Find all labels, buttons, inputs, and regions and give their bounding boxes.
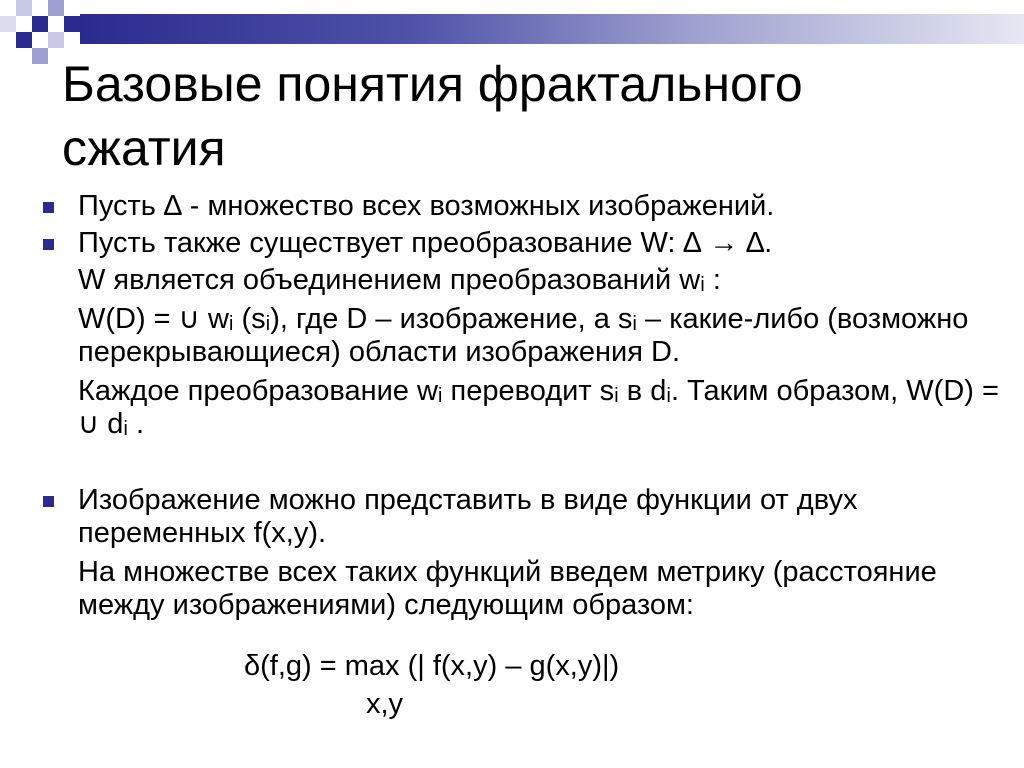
decor-square [16,0,32,16]
decor-square [32,16,48,32]
decor-square [48,0,64,16]
bullet-item [40,227,1000,441]
slide-title: Базовые понятия фрактального сжатия [62,56,803,176]
decor-square [0,16,16,32]
header-gradient-bar [80,14,1024,44]
bullet-square-icon [43,202,54,213]
bullet-text: W является объединением преобразований wᵢ : [78,264,721,296]
bullet-text: Пусть также существует преобразование W: ∆ → ∆. [78,227,773,259]
spacer [40,441,1000,484]
metric-formula-subscript: x,y [366,688,404,720]
slide-content [40,190,1000,622]
bullet-square-icon [43,496,54,507]
bullet-square-icon [43,239,54,250]
bullet-item [40,190,1000,223]
decor-square [64,16,80,32]
decor-square [16,32,32,48]
metric-formula: δ(f,g) = max (| f(x,y) – g(x,y)|) [244,650,620,682]
bullet-text: Изображение можно представить в виде функции от двух переменных f(x,y). [78,484,858,549]
bullet-text: Каждое преобразование wᵢ переводит sᵢ в dᵢ. Таким образом, W(D) = ∪ dᵢ . [78,375,999,440]
decor-square [32,48,48,64]
bullet-text: W(D) = ∪ wᵢ (sᵢ), где D – изображение, а sᵢ – какие-либо (возможно перекрывающиеся) области изображения D. [78,303,969,368]
decor-square [48,32,64,48]
bullet-text: На множестве всех таких функций введем метрику (расстояние между изображениями) следующим образом: [78,556,937,621]
bullet-item [40,484,1000,622]
bullet-text: Пусть ∆ - множество всех возможных изображений. [78,190,775,222]
